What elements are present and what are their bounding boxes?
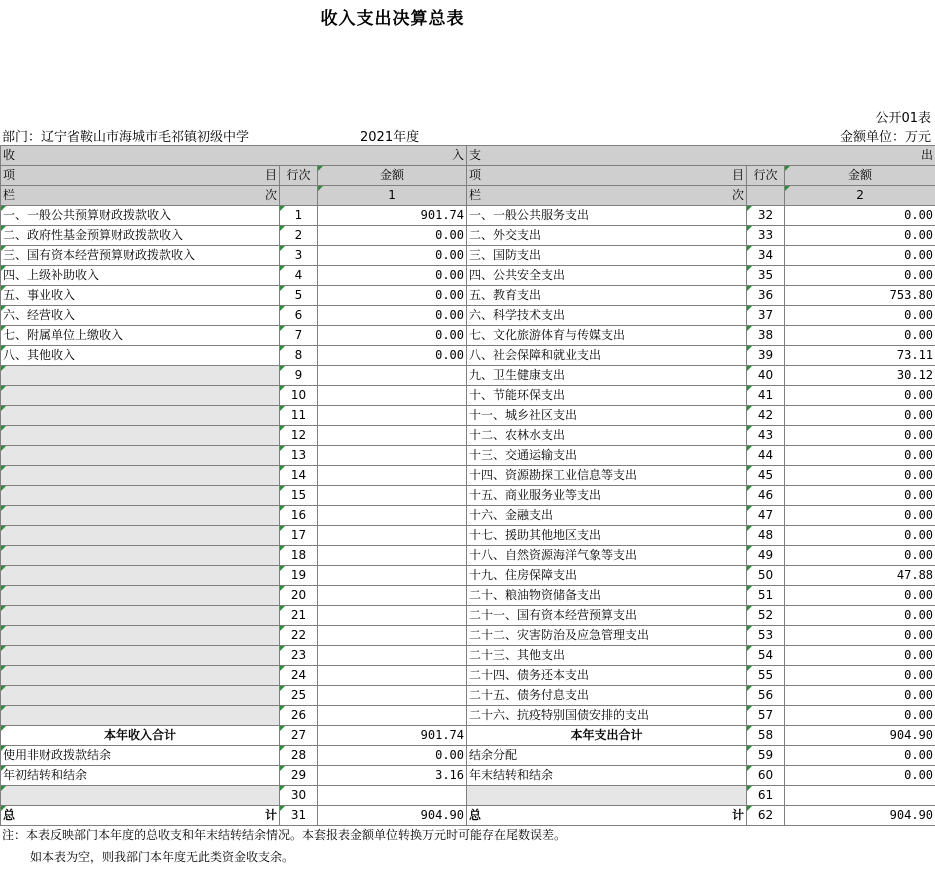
expense-item: 结余分配 — [467, 746, 747, 766]
expense-item: 二十四、债务还本支出 — [467, 666, 747, 686]
income-row-number: 17 — [280, 526, 318, 546]
income-row-number: 16 — [280, 506, 318, 526]
table-row — [1, 566, 935, 586]
income-item: 一、一般公共预算财政拨款收入 — [1, 206, 280, 226]
expense-amount: 0.00 — [785, 626, 935, 646]
expense-item: 十、节能环保支出 — [467, 386, 747, 406]
income-row-number: 4 — [280, 266, 318, 286]
expense-amount: 0.00 — [785, 246, 935, 266]
total-row — [1, 806, 935, 826]
income-col-index: 1 — [318, 186, 467, 206]
income-row-number: 14 — [280, 466, 318, 486]
income-item: 六、经营收入 — [1, 306, 280, 326]
table-row — [1, 386, 935, 406]
expense-amount: 753.80 — [785, 286, 935, 306]
income-row-number: 11 — [280, 406, 318, 426]
expense-amount: 0.00 — [785, 606, 935, 626]
unit-label: 金额单位：万元 — [839, 130, 931, 145]
income-amount-header: 金额 — [318, 166, 467, 186]
table-row — [1, 646, 935, 666]
income-item-header: 项 目 — [1, 166, 280, 186]
income-amount: 0.00 — [318, 346, 467, 366]
income-item: 本年收入合计 — [1, 726, 280, 746]
expense-total-amount: 904.90 — [785, 806, 935, 826]
income-amount: 3.16 — [318, 766, 467, 786]
income-item: 使用非财政拨款结余 — [1, 746, 280, 766]
income-row-number: 18 — [280, 546, 318, 566]
expense-item: 十三、交通运输支出 — [467, 446, 747, 466]
expense-item: 本年支出合计 — [467, 726, 747, 746]
expense-item: 二十三、其他支出 — [467, 646, 747, 666]
expense-col-index: 2 — [785, 186, 935, 206]
expense-row-number: 47 — [747, 506, 785, 526]
table-row — [1, 206, 935, 226]
expense-row-number: 45 — [747, 466, 785, 486]
income-item — [1, 566, 280, 586]
expense-total-label: 总 计 — [467, 806, 747, 826]
income-row-number: 28 — [280, 746, 318, 766]
income-row-number: 19 — [280, 566, 318, 586]
expense-row-number: 54 — [747, 646, 785, 666]
income-item: 三、国有资本经营预算财政拨款收入 — [1, 246, 280, 266]
expense-amount: 904.90 — [785, 726, 935, 746]
expense-row-number: 36 — [747, 286, 785, 306]
expense-amount — [785, 786, 935, 806]
expense-row-number: 52 — [747, 606, 785, 626]
expense-item: 十一、城乡社区支出 — [467, 406, 747, 426]
expense-amount: 0.00 — [785, 486, 935, 506]
income-row-number: 10 — [280, 386, 318, 406]
income-row-number: 3 — [280, 246, 318, 266]
expense-amount: 73.11 — [785, 346, 935, 366]
table-row — [1, 306, 935, 326]
income-amount — [318, 486, 467, 506]
note-line-2: 如本表为空，则我部门本年度无此类资金收支余。 — [30, 850, 295, 864]
expense-row-number: 35 — [747, 266, 785, 286]
table-row — [1, 706, 935, 726]
income-amount — [318, 786, 467, 806]
income-row-number: 1 — [280, 206, 318, 226]
income-amount — [318, 646, 467, 666]
expense-item: 二十五、债务付息支出 — [467, 686, 747, 706]
income-item: 五、事业收入 — [1, 286, 280, 306]
expense-row-number: 41 — [747, 386, 785, 406]
expense-amount: 0.00 — [785, 206, 935, 226]
income-amount — [318, 706, 467, 726]
table-row — [1, 546, 935, 566]
expense-row-number: 61 — [747, 786, 785, 806]
income-item — [1, 386, 280, 406]
expense-amount-header: 金额 — [785, 166, 935, 186]
income-item — [1, 506, 280, 526]
table-row — [1, 426, 935, 446]
expense-item: 九、卫生健康支出 — [467, 366, 747, 386]
table-row — [1, 366, 935, 386]
expense-row-number: 55 — [747, 666, 785, 686]
income-total-row-number: 31 — [280, 806, 318, 826]
income-amount: 0.00 — [318, 266, 467, 286]
expense-row-number: 32 — [747, 206, 785, 226]
income-item — [1, 626, 280, 646]
income-amount — [318, 466, 467, 486]
expense-row-number: 56 — [747, 686, 785, 706]
expense-amount: 0.00 — [785, 706, 935, 726]
expense-amount: 0.00 — [785, 226, 935, 246]
income-amount: 0.00 — [318, 286, 467, 306]
income-row-number: 24 — [280, 666, 318, 686]
income-amount — [318, 526, 467, 546]
income-item — [1, 586, 280, 606]
expense-item: 一、一般公共服务支出 — [467, 206, 747, 226]
table-row — [1, 526, 935, 546]
expense-row-number: 48 — [747, 526, 785, 546]
expense-amount: 0.00 — [785, 306, 935, 326]
expense-amount: 0.00 — [785, 586, 935, 606]
income-amount — [318, 386, 467, 406]
year-label: 2021年度 — [360, 130, 420, 145]
expense-row-number: 43 — [747, 426, 785, 446]
expense-amount: 0.00 — [785, 326, 935, 346]
income-row-number: 23 — [280, 646, 318, 666]
table-row — [1, 266, 935, 286]
income-item — [1, 666, 280, 686]
subtotal-row — [1, 726, 935, 746]
expense-item — [467, 786, 747, 806]
income-row-number: 22 — [280, 626, 318, 646]
income-row-index-blank — [280, 186, 318, 206]
table-row — [1, 506, 935, 526]
table-row — [1, 786, 935, 806]
expense-row-number: 40 — [747, 366, 785, 386]
income-amount: 0.00 — [318, 326, 467, 346]
income-amount: 901.74 — [318, 726, 467, 746]
expense-amount: 0.00 — [785, 386, 935, 406]
income-item — [1, 786, 280, 806]
expense-amount: 0.00 — [785, 666, 935, 686]
income-amount: 0.00 — [318, 246, 467, 266]
income-row-number: 5 — [280, 286, 318, 306]
expense-amount: 0.00 — [785, 446, 935, 466]
income-item — [1, 646, 280, 666]
income-item — [1, 426, 280, 446]
expense-item: 十五、商业服务业等支出 — [467, 486, 747, 506]
expense-amount: 47.88 — [785, 566, 935, 586]
expense-row-number: 34 — [747, 246, 785, 266]
expense-item: 十四、资源勘探工业信息等支出 — [467, 466, 747, 486]
table-row — [1, 226, 935, 246]
expense-row-number: 53 — [747, 626, 785, 646]
income-item: 二、政府性基金预算财政拨款收入 — [1, 226, 280, 246]
expense-amount: 0.00 — [785, 526, 935, 546]
expense-item: 三、国防支出 — [467, 246, 747, 266]
expense-amount: 0.00 — [785, 406, 935, 426]
income-item — [1, 526, 280, 546]
income-row-number: 2 — [280, 226, 318, 246]
expense-row-number: 57 — [747, 706, 785, 726]
expense-row-number: 46 — [747, 486, 785, 506]
expense-item: 年末结转和结余 — [467, 766, 747, 786]
expense-item: 十七、援助其他地区支出 — [467, 526, 747, 546]
expense-lan-header: 栏 次 — [467, 186, 747, 206]
expense-item: 八、社会保障和就业支出 — [467, 346, 747, 366]
expense-row-number: 50 — [747, 566, 785, 586]
income-amount — [318, 446, 467, 466]
income-row-number: 29 — [280, 766, 318, 786]
income-amount — [318, 586, 467, 606]
income-item — [1, 366, 280, 386]
table-row — [1, 766, 935, 786]
income-item: 年初结转和结余 — [1, 766, 280, 786]
income-row-number: 30 — [280, 786, 318, 806]
page-title: 收入支出决算总表 — [320, 9, 465, 29]
income-amount — [318, 366, 467, 386]
income-row-header: 行次 — [280, 166, 318, 186]
income-amount: 901.74 — [318, 206, 467, 226]
income-item — [1, 446, 280, 466]
table-row — [1, 686, 935, 706]
column-index-row — [1, 186, 935, 206]
expense-row-number: 37 — [747, 306, 785, 326]
expense-item: 二十、粮油物资储备支出 — [467, 586, 747, 606]
expense-amount: 0.00 — [785, 686, 935, 706]
expense-section-header: 支 出 — [467, 146, 935, 166]
budget-table — [0, 145, 935, 826]
income-amount — [318, 546, 467, 566]
note-line-1: 注：本表反映部门本年度的总收支和年末结转结余情况。本套报表金额单位转换万元时可能存在尾数误差。 — [2, 828, 567, 842]
expense-item: 二十二、灾害防治及应急管理支出 — [467, 626, 747, 646]
income-item — [1, 706, 280, 726]
table-row — [1, 586, 935, 606]
income-amount — [318, 566, 467, 586]
table-row — [1, 486, 935, 506]
expense-item: 十六、金融支出 — [467, 506, 747, 526]
expense-item: 十二、农林水支出 — [467, 426, 747, 446]
income-row-number: 27 — [280, 726, 318, 746]
table-row — [1, 286, 935, 306]
department-label: 部门：辽宁省鞍山市海城市毛祁镇初级中学 — [2, 130, 250, 145]
income-item: 七、附属单位上缴收入 — [1, 326, 280, 346]
income-item — [1, 486, 280, 506]
income-amount — [318, 606, 467, 626]
income-amount — [318, 666, 467, 686]
table-row — [1, 626, 935, 646]
income-amount: 0.00 — [318, 306, 467, 326]
expense-row-number: 49 — [747, 546, 785, 566]
table-code: 公开01表 — [875, 111, 931, 126]
expense-item: 二十六、抗疫特别国债安排的支出 — [467, 706, 747, 726]
income-item — [1, 546, 280, 566]
income-amount: 0.00 — [318, 746, 467, 766]
expense-row-number: 60 — [747, 766, 785, 786]
expense-amount: 0.00 — [785, 466, 935, 486]
income-amount — [318, 426, 467, 446]
expense-row-number: 59 — [747, 746, 785, 766]
column-header-row — [1, 166, 935, 186]
income-row-number: 8 — [280, 346, 318, 366]
income-total-label: 总 计 — [1, 806, 280, 826]
expense-row-number: 33 — [747, 226, 785, 246]
expense-row-number: 44 — [747, 446, 785, 466]
expense-row-index-blank — [747, 186, 785, 206]
income-row-number: 9 — [280, 366, 318, 386]
income-amount — [318, 506, 467, 526]
income-amount — [318, 626, 467, 646]
income-item: 八、其他收入 — [1, 346, 280, 366]
expense-amount: 30.12 — [785, 366, 935, 386]
income-item — [1, 406, 280, 426]
expense-amount: 0.00 — [785, 506, 935, 526]
expense-row-header: 行次 — [747, 166, 785, 186]
expense-amount: 0.00 — [785, 646, 935, 666]
table-row — [1, 246, 935, 266]
expense-row-number: 39 — [747, 346, 785, 366]
expense-item: 七、文化旅游体育与传媒支出 — [467, 326, 747, 346]
expense-item: 四、公共安全支出 — [467, 266, 747, 286]
expense-item-header: 项 目 — [467, 166, 747, 186]
expense-amount: 0.00 — [785, 426, 935, 446]
table-row — [1, 746, 935, 766]
table-row — [1, 326, 935, 346]
table-row — [1, 406, 935, 426]
expense-amount: 0.00 — [785, 746, 935, 766]
table-row — [1, 466, 935, 486]
expense-amount: 0.00 — [785, 266, 935, 286]
income-row-number: 21 — [280, 606, 318, 626]
table-row — [1, 666, 935, 686]
expense-item: 十八、自然资源海洋气象等支出 — [467, 546, 747, 566]
table-row — [1, 606, 935, 626]
income-row-number: 26 — [280, 706, 318, 726]
income-amount — [318, 406, 467, 426]
income-amount: 0.00 — [318, 226, 467, 246]
income-row-number: 15 — [280, 486, 318, 506]
expense-row-number: 51 — [747, 586, 785, 606]
expense-amount: 0.00 — [785, 546, 935, 566]
expense-row-number: 58 — [747, 726, 785, 746]
income-item — [1, 466, 280, 486]
section-header-row — [1, 146, 935, 166]
income-item — [1, 686, 280, 706]
expense-item: 五、教育支出 — [467, 286, 747, 306]
income-row-number: 12 — [280, 426, 318, 446]
expense-item: 六、科学技术支出 — [467, 306, 747, 326]
income-lan-header: 栏 次 — [1, 186, 280, 206]
income-row-number: 20 — [280, 586, 318, 606]
income-amount — [318, 686, 467, 706]
table-row — [1, 446, 935, 466]
expense-total-row-number: 62 — [747, 806, 785, 826]
expense-amount: 0.00 — [785, 766, 935, 786]
income-row-number: 6 — [280, 306, 318, 326]
income-section-header: 收 入 — [1, 146, 467, 166]
income-row-number: 13 — [280, 446, 318, 466]
expense-row-number: 38 — [747, 326, 785, 346]
table-row — [1, 346, 935, 366]
expense-item: 二、外交支出 — [467, 226, 747, 246]
income-row-number: 7 — [280, 326, 318, 346]
income-row-number: 25 — [280, 686, 318, 706]
expense-row-number: 42 — [747, 406, 785, 426]
income-item: 四、上级补助收入 — [1, 266, 280, 286]
expense-item: 十九、住房保障支出 — [467, 566, 747, 586]
income-item — [1, 606, 280, 626]
income-total-amount: 904.90 — [318, 806, 467, 826]
expense-item: 二十一、国有资本经营预算支出 — [467, 606, 747, 626]
